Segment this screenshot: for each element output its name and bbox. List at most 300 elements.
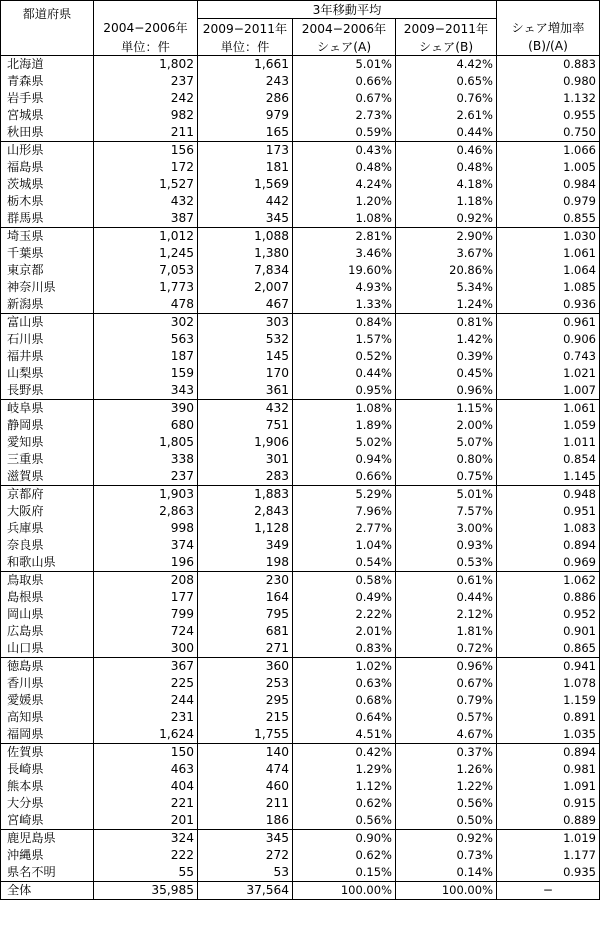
table-row [1,503,600,520]
prefecture-name-cell: 熊本県 [1,778,94,795]
prefecture-name-cell: 茨城県 [1,176,94,193]
share-a-cell: 2.77% [293,520,396,537]
table-row [1,159,600,176]
prefecture-name-cell: 滋賀県 [1,468,94,486]
prefecture-name-cell: 兵庫県 [1,520,94,537]
share-growth-cell: 0.894 [497,744,600,762]
share-a-cell: 7.96% [293,503,396,520]
share-b-cell: 2.90% [396,228,497,246]
count-2004-2006-cell: 150 [94,744,198,762]
table-row [1,124,600,142]
share-b-cell: 0.14% [396,864,497,882]
table-row [1,709,600,726]
share-b-cell: 0.93% [396,537,497,554]
share-a-cell: 1.33% [293,296,396,314]
prefecture-name-cell: 京都府 [1,486,94,504]
prefecture-name-cell: 鹿児島県 [1,830,94,848]
col5-header-line2: (B)/(A) [497,37,600,56]
table-row [1,73,600,90]
count-2009-2011-cell: 345 [198,830,293,848]
count-2009-2011-cell: 53 [198,864,293,882]
share-a-cell: 0.94% [293,451,396,468]
table-row [1,692,600,709]
prefecture-name-cell: 福岡県 [1,726,94,744]
share-a-cell: 0.58% [293,572,396,590]
prefecture-name-cell: 鳥取県 [1,572,94,590]
share-growth-cell: 1.019 [497,830,600,848]
count-2004-2006-cell: 7,053 [94,262,198,279]
count-2009-2011-cell: 532 [198,331,293,348]
prefecture-name-cell: 徳島県 [1,658,94,676]
table-row [1,331,600,348]
share-a-cell: 1.12% [293,778,396,795]
share-growth-cell: 1.132 [497,90,600,107]
share-growth-cell: 1.159 [497,692,600,709]
count-2004-2006-cell: 302 [94,314,198,332]
table-row [1,640,600,658]
share-growth-cell: 1.066 [497,142,600,160]
table-body [1,56,600,900]
count-2004-2006-cell: 237 [94,73,198,90]
count-2004-2006-cell: 172 [94,159,198,176]
count-2004-2006-cell: 799 [94,606,198,623]
share-a-cell: 0.54% [293,554,396,572]
count-2004-2006-cell: 1,245 [94,245,198,262]
share-growth-cell: 0.936 [497,296,600,314]
share-a-cell: 1.29% [293,761,396,778]
count-2004-2006-cell: 196 [94,554,198,572]
prefecture-name-cell: 三重県 [1,451,94,468]
share-a-cell: 1.89% [293,417,396,434]
count-2009-2011-cell: 460 [198,778,293,795]
table-row [1,107,600,124]
share-a-cell: 2.81% [293,228,396,246]
count-2004-2006-cell: 998 [94,520,198,537]
count-2009-2011-cell: 1,906 [198,434,293,451]
share-a-cell: 0.62% [293,795,396,812]
prefecture-name-cell: 山口県 [1,640,94,658]
prefecture-name-cell: 山梨県 [1,365,94,382]
share-growth-cell: 0.891 [497,709,600,726]
table-row [1,451,600,468]
prefecture-name-cell: 佐賀県 [1,744,94,762]
count-2004-2006-cell: 35,985 [94,882,198,900]
table-row [1,864,600,882]
count-2004-2006-cell: 478 [94,296,198,314]
share-b-cell: 0.79% [396,692,497,709]
count-2004-2006-cell: 1,805 [94,434,198,451]
count-2004-2006-cell: 1,802 [94,56,198,74]
share-a-cell: 0.95% [293,382,396,400]
col2-header-line1: 2009−2011年 [198,19,293,38]
count-2009-2011-cell: 360 [198,658,293,676]
share-b-cell: 100.00% [396,882,497,900]
share-growth-cell: 0.969 [497,554,600,572]
prefecture-name-cell: 岡山県 [1,606,94,623]
count-2004-2006-cell: 55 [94,864,198,882]
share-a-cell: 0.84% [293,314,396,332]
share-b-cell: 0.45% [396,365,497,382]
share-b-cell: 0.67% [396,675,497,692]
share-growth-cell: 0.981 [497,761,600,778]
share-growth-cell: 1.021 [497,365,600,382]
share-a-cell: 0.67% [293,90,396,107]
share-b-cell: 0.53% [396,554,497,572]
prefecture-name-cell: 栃木県 [1,193,94,210]
share-growth-cell: − [497,882,600,900]
table-row [1,486,600,504]
share-b-cell: 0.39% [396,348,497,365]
share-b-cell: 0.80% [396,451,497,468]
prefecture-name-cell: 県名不明 [1,864,94,882]
share-a-cell: 0.62% [293,847,396,864]
share-growth-cell: 1.011 [497,434,600,451]
share-growth-cell: 1.005 [497,159,600,176]
share-a-cell: 3.46% [293,245,396,262]
share-b-cell: 0.72% [396,640,497,658]
share-b-cell: 0.75% [396,468,497,486]
prefecture-name-cell: 高知県 [1,709,94,726]
share-growth-cell: 0.952 [497,606,600,623]
count-2009-2011-cell: 1,661 [198,56,293,74]
count-2009-2011-cell: 681 [198,623,293,640]
count-2009-2011-cell: 361 [198,382,293,400]
share-b-cell: 0.76% [396,90,497,107]
share-a-cell: 1.08% [293,210,396,228]
count-2009-2011-cell: 186 [198,812,293,830]
prefecture-name-cell: 神奈川県 [1,279,94,296]
share-a-cell: 5.29% [293,486,396,504]
count-2009-2011-cell: 979 [198,107,293,124]
count-2009-2011-cell: 165 [198,124,293,142]
col3-header-line1: 2004−2006年 [293,19,396,38]
table-row [1,882,600,900]
table-row [1,589,600,606]
col4-header-line2: シェア(B) [396,37,497,56]
share-growth-cell: 0.915 [497,795,600,812]
count-2009-2011-cell: 442 [198,193,293,210]
share-growth-cell: 0.948 [497,486,600,504]
prefecture-name-cell: 千葉県 [1,245,94,262]
share-a-cell: 0.43% [293,142,396,160]
table-row [1,847,600,864]
share-growth-cell: 0.743 [497,348,600,365]
share-a-cell: 0.15% [293,864,396,882]
count-2009-2011-cell: 271 [198,640,293,658]
count-2009-2011-cell: 215 [198,709,293,726]
table-row [1,812,600,830]
count-2009-2011-cell: 345 [198,210,293,228]
count-2009-2011-cell: 253 [198,675,293,692]
count-2004-2006-cell: 367 [94,658,198,676]
share-b-cell: 0.37% [396,744,497,762]
count-2004-2006-cell: 242 [94,90,198,107]
prefecture-name-cell: 広島県 [1,623,94,640]
share-growth-cell: 0.935 [497,864,600,882]
prefecture-name-cell: 福井県 [1,348,94,365]
table-row [1,400,600,418]
count-2009-2011-cell: 751 [198,417,293,434]
count-2004-2006-cell: 1,624 [94,726,198,744]
prefecture-name-cell: 群馬県 [1,210,94,228]
count-2004-2006-cell: 390 [94,400,198,418]
count-2004-2006-cell: 1,773 [94,279,198,296]
count-2004-2006-cell: 404 [94,778,198,795]
share-b-cell: 0.81% [396,314,497,332]
table-row [1,296,600,314]
prefecture-name-cell: 沖縄県 [1,847,94,864]
prefecture-name-cell: 宮城県 [1,107,94,124]
count-2009-2011-cell: 1,128 [198,520,293,537]
share-b-cell: 1.15% [396,400,497,418]
count-2009-2011-cell: 1,569 [198,176,293,193]
share-a-cell: 4.51% [293,726,396,744]
share-b-cell: 0.96% [396,382,497,400]
prefecture-name-cell: 宮崎県 [1,812,94,830]
share-a-cell: 19.60% [293,262,396,279]
table-row [1,554,600,572]
count-2009-2011-cell: 7,834 [198,262,293,279]
count-2004-2006-cell: 222 [94,847,198,864]
prefecture-name-cell: 愛知県 [1,434,94,451]
share-b-cell: 1.26% [396,761,497,778]
share-growth-cell: 0.980 [497,73,600,90]
share-growth-cell: 0.854 [497,451,600,468]
col2-header-line2: 単位：件 [198,37,293,56]
prefecture-name-cell: 愛媛県 [1,692,94,709]
share-growth-cell: 1.145 [497,468,600,486]
share-a-cell: 0.68% [293,692,396,709]
table-row [1,348,600,365]
share-growth-cell: 0.979 [497,193,600,210]
table-row [1,176,600,193]
count-2009-2011-cell: 1,088 [198,228,293,246]
count-2009-2011-cell: 286 [198,90,293,107]
count-2009-2011-cell: 2,843 [198,503,293,520]
count-2004-2006-cell: 231 [94,709,198,726]
share-growth-cell: 0.955 [497,107,600,124]
table-row [1,606,600,623]
share-growth-cell: 0.906 [497,331,600,348]
col3-header-line2: シェア(A) [293,37,396,56]
share-growth-cell: 1.059 [497,417,600,434]
prefecture-name-cell: 富山県 [1,314,94,332]
share-b-cell: 2.61% [396,107,497,124]
count-2009-2011-cell: 349 [198,537,293,554]
count-2004-2006-cell: 1,527 [94,176,198,193]
count-2004-2006-cell: 724 [94,623,198,640]
count-2009-2011-cell: 230 [198,572,293,590]
count-2004-2006-cell: 338 [94,451,198,468]
prefecture-name-cell: 岐阜県 [1,400,94,418]
share-growth-cell: 1.035 [497,726,600,744]
prefecture-name-cell: 埼玉県 [1,228,94,246]
count-2009-2011-cell: 164 [198,589,293,606]
share-b-cell: 1.22% [396,778,497,795]
share-a-cell: 1.57% [293,331,396,348]
share-a-cell: 0.56% [293,812,396,830]
prefecture-name-cell: 大阪府 [1,503,94,520]
table-row [1,417,600,434]
table-row [1,572,600,590]
share-b-cell: 5.01% [396,486,497,504]
share-a-cell: 0.49% [293,589,396,606]
prefecture-name-cell: 大分県 [1,795,94,812]
count-2009-2011-cell: 2,007 [198,279,293,296]
prefecture-name-cell: 長崎県 [1,761,94,778]
count-2009-2011-cell: 198 [198,554,293,572]
prefecture-name-cell: 山形県 [1,142,94,160]
count-2004-2006-cell: 563 [94,331,198,348]
count-2004-2006-cell: 201 [94,812,198,830]
col5-header-line1: シェア増加率 [497,19,600,38]
prefecture-name-cell: 東京都 [1,262,94,279]
share-a-cell: 4.93% [293,279,396,296]
share-b-cell: 0.44% [396,124,497,142]
share-growth-cell: 0.941 [497,658,600,676]
share-a-cell: 1.08% [293,400,396,418]
count-2009-2011-cell: 272 [198,847,293,864]
table-row [1,537,600,554]
share-growth-cell: 1.091 [497,778,600,795]
share-a-cell: 2.22% [293,606,396,623]
count-2004-2006-cell: 244 [94,692,198,709]
table-row [1,434,600,451]
count-2004-2006-cell: 159 [94,365,198,382]
share-a-cell: 0.66% [293,73,396,90]
share-growth-cell: 0.894 [497,537,600,554]
count-2004-2006-cell: 177 [94,589,198,606]
share-a-cell: 0.48% [293,159,396,176]
share-a-cell: 0.66% [293,468,396,486]
count-2004-2006-cell: 156 [94,142,198,160]
share-b-cell: 4.42% [396,56,497,74]
count-2009-2011-cell: 170 [198,365,293,382]
share-a-cell: 4.24% [293,176,396,193]
prefecture-name-cell: 福島県 [1,159,94,176]
table-row [1,795,600,812]
count-2004-2006-cell: 343 [94,382,198,400]
count-2009-2011-cell: 243 [198,73,293,90]
share-a-cell: 2.73% [293,107,396,124]
table-row [1,744,600,762]
prefecture-name-cell: 長野県 [1,382,94,400]
share-a-cell: 1.20% [293,193,396,210]
table-row [1,262,600,279]
count-2004-2006-cell: 2,863 [94,503,198,520]
count-2009-2011-cell: 211 [198,795,293,812]
count-2009-2011-cell: 1,380 [198,245,293,262]
count-2009-2011-cell: 37,564 [198,882,293,900]
count-2004-2006-cell: 187 [94,348,198,365]
share-a-cell: 5.01% [293,56,396,74]
share-a-cell: 0.44% [293,365,396,382]
table-row [1,90,600,107]
share-growth-cell: 0.750 [497,124,600,142]
prefecture-name-cell: 島根県 [1,589,94,606]
share-a-cell: 0.90% [293,830,396,848]
count-2009-2011-cell: 173 [198,142,293,160]
count-2004-2006-cell: 463 [94,761,198,778]
prefecture-name-cell: 北海道 [1,56,94,74]
count-2004-2006-cell: 680 [94,417,198,434]
share-a-cell: 0.63% [293,675,396,692]
prefecture-name-cell: 静岡県 [1,417,94,434]
count-2009-2011-cell: 283 [198,468,293,486]
count-2009-2011-cell: 301 [198,451,293,468]
share-b-cell: 4.67% [396,726,497,744]
share-b-cell: 0.44% [396,589,497,606]
table-row [1,382,600,400]
share-growth-cell: 1.030 [497,228,600,246]
count-2009-2011-cell: 303 [198,314,293,332]
share-b-cell: 0.50% [396,812,497,830]
prefecture-name-cell: 全体 [1,882,94,900]
prefecture-column-header: 都道府県 [1,1,94,56]
table-row [1,210,600,228]
share-b-cell: 0.57% [396,709,497,726]
table-row [1,778,600,795]
share-b-cell: 20.86% [396,262,497,279]
share-a-cell: 0.64% [293,709,396,726]
share-b-cell: 7.57% [396,503,497,520]
count-2009-2011-cell: 140 [198,744,293,762]
share-growth-cell: 1.061 [497,400,600,418]
share-b-cell: 0.92% [396,210,497,228]
share-growth-cell: 1.083 [497,520,600,537]
table-row [1,245,600,262]
share-a-cell: 0.83% [293,640,396,658]
count-2004-2006-cell: 211 [94,124,198,142]
share-growth-cell: 0.889 [497,812,600,830]
share-growth-cell: 0.961 [497,314,600,332]
share-b-cell: 0.61% [396,572,497,590]
prefecture-name-cell: 香川県 [1,675,94,692]
share-growth-cell: 1.062 [497,572,600,590]
count-2004-2006-cell: 1,012 [94,228,198,246]
share-growth-cell: 1.085 [497,279,600,296]
share-b-cell: 5.34% [396,279,497,296]
prefecture-name-cell: 岩手県 [1,90,94,107]
moving-average-group-header: 3年移動平均 [198,1,497,19]
share-growth-cell: 0.984 [497,176,600,193]
share-a-cell: 100.00% [293,882,396,900]
table-row [1,193,600,210]
prefecture-name-cell: 石川県 [1,331,94,348]
share-b-cell: 3.00% [396,520,497,537]
share-a-cell: 2.01% [293,623,396,640]
share-growth-cell: 1.061 [497,245,600,262]
share-b-cell: 0.65% [396,73,497,90]
col4-header-line1: 2009−2011年 [396,19,497,38]
share-b-cell: 0.48% [396,159,497,176]
table-row [1,142,600,160]
table-row [1,520,600,537]
count-2004-2006-cell: 1,903 [94,486,198,504]
share-growth-cell: 0.855 [497,210,600,228]
table-row [1,675,600,692]
table-row [1,468,600,486]
share-a-cell: 1.04% [293,537,396,554]
table-row [1,365,600,382]
prefecture-name-cell: 秋田県 [1,124,94,142]
count-2004-2006-cell: 300 [94,640,198,658]
table-row [1,658,600,676]
count-2009-2011-cell: 295 [198,692,293,709]
count-2004-2006-cell: 225 [94,675,198,692]
share-b-cell: 1.18% [396,193,497,210]
count-2009-2011-cell: 795 [198,606,293,623]
